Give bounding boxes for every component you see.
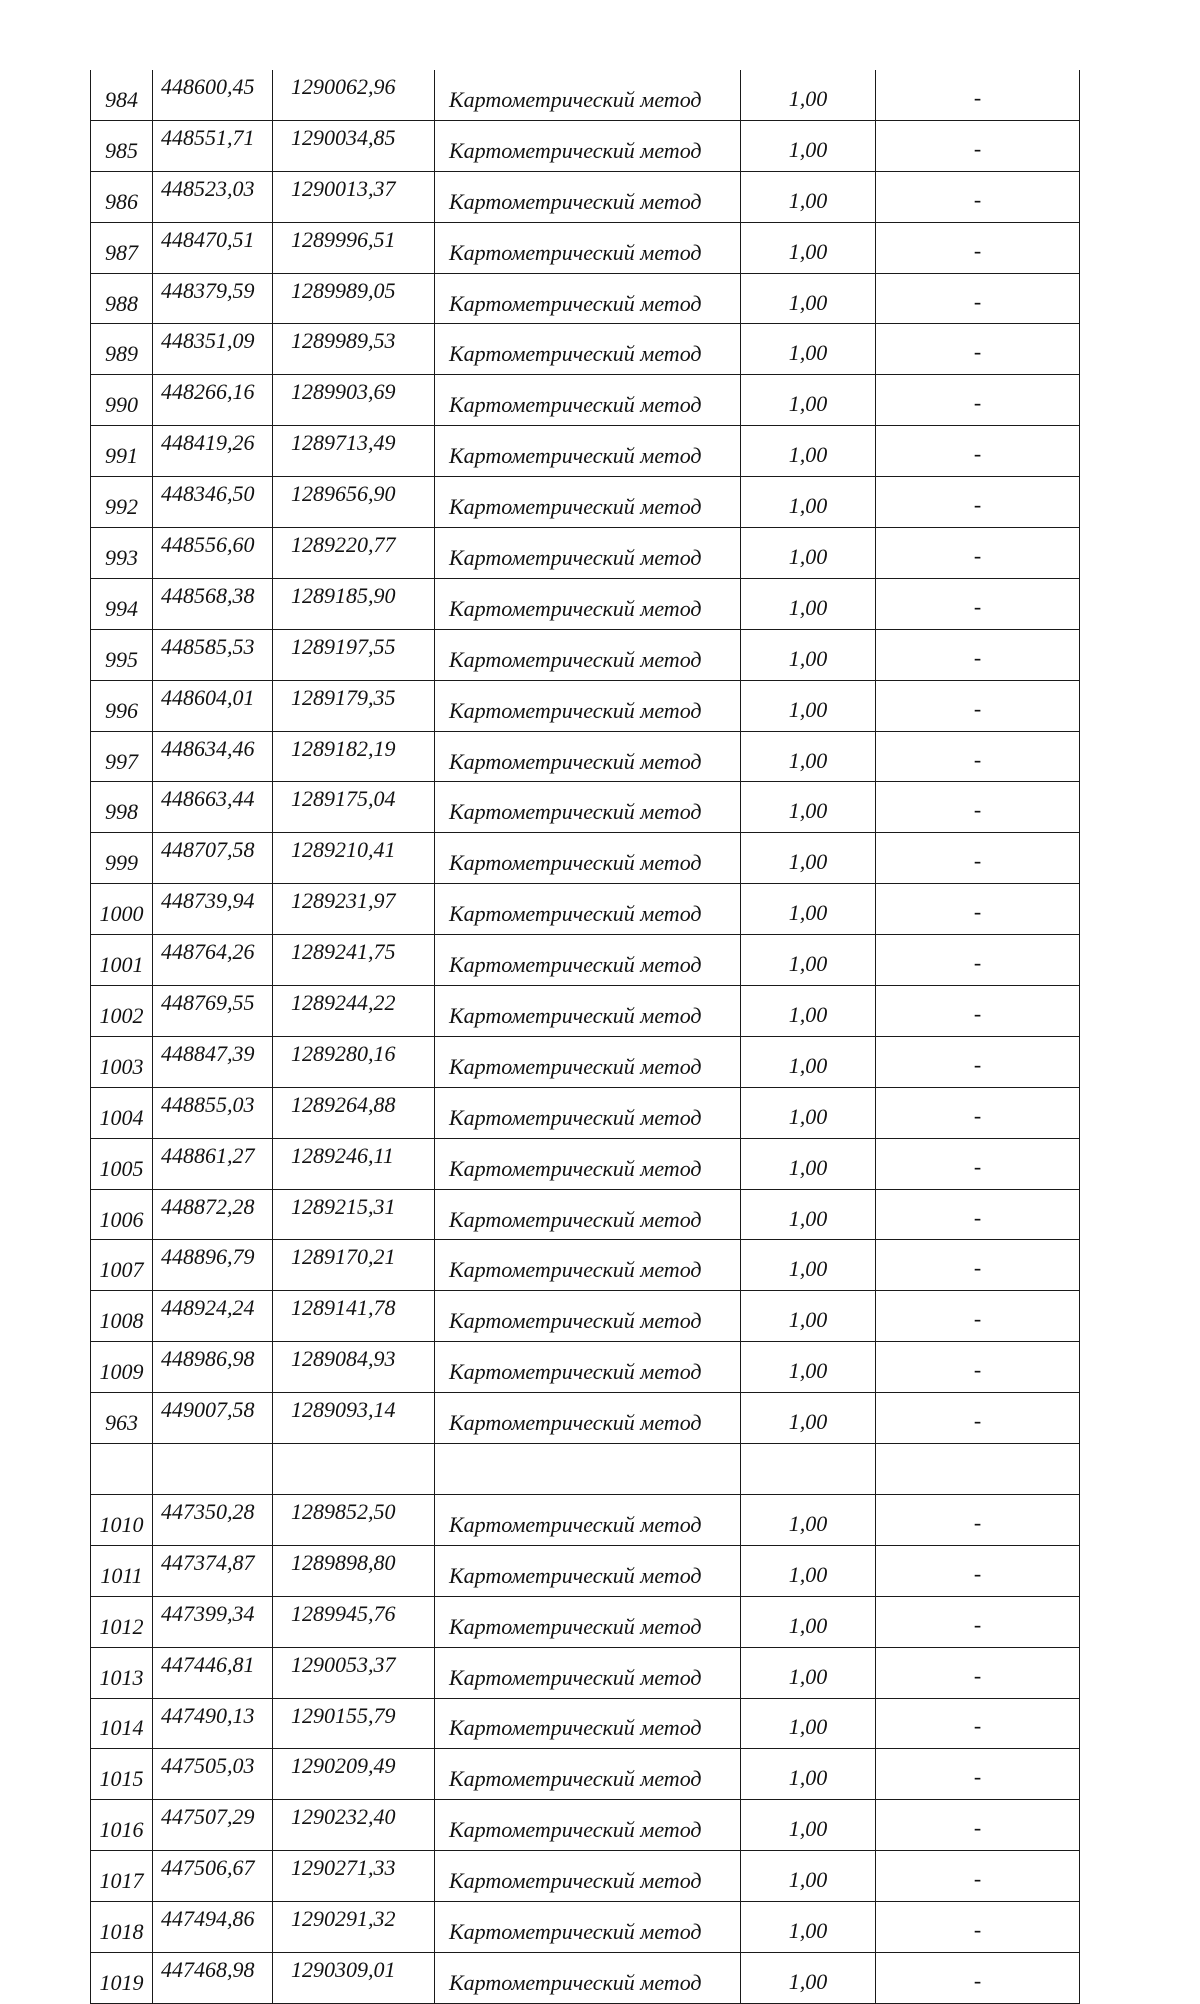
y-coordinate-cell: 1289903,69 (273, 375, 435, 426)
table-row (91, 731, 1080, 782)
x-coordinate-cell: 448896,79 (153, 1240, 273, 1291)
x-coordinate-cell: 448604,01 (153, 680, 273, 731)
y-coordinate-cell: 1289185,90 (273, 578, 435, 629)
method-cell: Картометрический метод (435, 986, 741, 1037)
accuracy-cell: 1,00 (741, 273, 876, 324)
method-cell: Картометрический метод (435, 1596, 741, 1647)
table-row (91, 629, 1080, 680)
description-cell: - (876, 426, 1080, 477)
method-cell: Картометрический метод (435, 426, 741, 477)
description-cell: - (876, 1749, 1080, 1800)
description-cell: - (876, 1036, 1080, 1087)
accuracy-cell: 1,00 (741, 1342, 876, 1393)
method-cell: Картометрический метод (435, 222, 741, 273)
table-row (91, 1342, 1080, 1393)
table-row (91, 1291, 1080, 1342)
x-coordinate-cell: 448551,71 (153, 120, 273, 171)
point-number-cell: 1004 (91, 1087, 153, 1138)
point-number-cell (91, 1444, 153, 1495)
point-number-cell: 998 (91, 782, 153, 833)
description-cell: - (876, 1087, 1080, 1138)
table-row (91, 528, 1080, 579)
point-number-cell: 1005 (91, 1138, 153, 1189)
y-coordinate-cell: 1289170,21 (273, 1240, 435, 1291)
accuracy-cell: 1,00 (741, 528, 876, 579)
x-coordinate-cell: 448600,45 (153, 70, 273, 120)
y-coordinate-cell: 1289989,53 (273, 324, 435, 375)
point-number-cell: 984 (91, 70, 153, 120)
description-cell: - (876, 629, 1080, 680)
table-row (91, 70, 1080, 120)
x-coordinate-cell: 448266,16 (153, 375, 273, 426)
point-number-cell: 993 (91, 528, 153, 579)
accuracy-cell: 1,00 (741, 1189, 876, 1240)
x-coordinate-cell: 447468,98 (153, 1952, 273, 2003)
point-number-cell: 1001 (91, 935, 153, 986)
point-number-cell: 995 (91, 629, 153, 680)
accuracy-cell: 1,00 (741, 1952, 876, 2003)
description-cell (876, 1444, 1080, 1495)
point-number-cell: 1000 (91, 884, 153, 935)
description-cell: - (876, 120, 1080, 171)
description-cell: - (876, 1647, 1080, 1698)
accuracy-cell: 1,00 (741, 1087, 876, 1138)
description-cell: - (876, 782, 1080, 833)
y-coordinate-cell: 1289264,88 (273, 1087, 435, 1138)
table-row (91, 1749, 1080, 1800)
table-row (91, 120, 1080, 171)
point-number-cell: 1018 (91, 1902, 153, 1953)
table-row (91, 1952, 1080, 2003)
x-coordinate-cell: 448855,03 (153, 1087, 273, 1138)
method-cell: Картометрический метод (435, 120, 741, 171)
accuracy-cell: 1,00 (741, 935, 876, 986)
x-coordinate-cell: 447446,81 (153, 1647, 273, 1698)
point-number-cell: 1019 (91, 1952, 153, 2003)
x-coordinate-cell: 448346,50 (153, 477, 273, 528)
x-coordinate-cell: 448585,53 (153, 629, 273, 680)
point-number-cell: 1007 (91, 1240, 153, 1291)
x-coordinate-cell: 448351,09 (153, 324, 273, 375)
y-coordinate-cell: 1290155,79 (273, 1698, 435, 1749)
x-coordinate-cell: 448634,46 (153, 731, 273, 782)
accuracy-cell: 1,00 (741, 1749, 876, 1800)
description-cell: - (876, 375, 1080, 426)
y-coordinate-cell: 1289093,14 (273, 1393, 435, 1444)
accuracy-cell: 1,00 (741, 1698, 876, 1749)
table-row (91, 1698, 1080, 1749)
y-coordinate-cell: 1290209,49 (273, 1749, 435, 1800)
accuracy-cell: 1,00 (741, 1138, 876, 1189)
x-coordinate-cell: 448470,51 (153, 222, 273, 273)
x-coordinate-cell: 447505,03 (153, 1749, 273, 1800)
table-row (91, 782, 1080, 833)
y-coordinate-cell: 1289175,04 (273, 782, 435, 833)
description-cell: - (876, 171, 1080, 222)
table-row (91, 680, 1080, 731)
point-number-cell: 1010 (91, 1494, 153, 1545)
x-coordinate-cell: 448663,44 (153, 782, 273, 833)
method-cell: Картометрический метод (435, 731, 741, 782)
x-coordinate-cell: 447350,28 (153, 1494, 273, 1545)
accuracy-cell: 1,00 (741, 833, 876, 884)
x-coordinate-cell: 448568,38 (153, 578, 273, 629)
table-row (91, 1087, 1080, 1138)
table-body (91, 70, 1080, 2003)
y-coordinate-cell: 1289989,05 (273, 273, 435, 324)
table-row (91, 1494, 1080, 1545)
table-row (91, 935, 1080, 986)
x-coordinate-cell: 447494,86 (153, 1902, 273, 1953)
y-coordinate-cell: 1289244,22 (273, 986, 435, 1037)
method-cell: Картометрический метод (435, 782, 741, 833)
x-coordinate-cell: 448861,27 (153, 1138, 273, 1189)
method-cell: Картометрический метод (435, 1138, 741, 1189)
y-coordinate-cell: 1289945,76 (273, 1596, 435, 1647)
x-coordinate-cell: 448764,26 (153, 935, 273, 986)
method-cell: Картометрический метод (435, 477, 741, 528)
point-number-cell: 999 (91, 833, 153, 884)
x-coordinate-cell: 448986,98 (153, 1342, 273, 1393)
method-cell: Картометрический метод (435, 273, 741, 324)
table-row (91, 1545, 1080, 1596)
description-cell: - (876, 680, 1080, 731)
method-cell: Картометрический метод (435, 1291, 741, 1342)
x-coordinate-cell: 448739,94 (153, 884, 273, 935)
description-cell: - (876, 578, 1080, 629)
y-coordinate-cell: 1290053,37 (273, 1647, 435, 1698)
x-coordinate-cell: 448847,39 (153, 1036, 273, 1087)
point-number-cell: 1015 (91, 1749, 153, 1800)
description-cell: - (876, 1240, 1080, 1291)
y-coordinate-cell: 1290062,96 (273, 70, 435, 120)
table-row (91, 222, 1080, 273)
method-cell: Картометрический метод (435, 1647, 741, 1698)
accuracy-cell: 1,00 (741, 1647, 876, 1698)
description-cell: - (876, 1952, 1080, 2003)
x-coordinate-cell: 447399,34 (153, 1596, 273, 1647)
accuracy-cell: 1,00 (741, 782, 876, 833)
description-cell: - (876, 273, 1080, 324)
point-number-cell: 987 (91, 222, 153, 273)
accuracy-cell: 1,00 (741, 884, 876, 935)
x-coordinate-cell: 448924,24 (153, 1291, 273, 1342)
point-number-cell: 1008 (91, 1291, 153, 1342)
accuracy-cell: 1,00 (741, 1851, 876, 1902)
accuracy-cell: 1,00 (741, 986, 876, 1037)
accuracy-cell: 1,00 (741, 680, 876, 731)
point-number-cell: 992 (91, 477, 153, 528)
accuracy-cell (741, 1444, 876, 1495)
method-cell: Картометрический метод (435, 935, 741, 986)
description-cell: - (876, 833, 1080, 884)
y-coordinate-cell: 1290034,85 (273, 120, 435, 171)
x-coordinate-cell: 447490,13 (153, 1698, 273, 1749)
x-coordinate-cell: 447374,87 (153, 1545, 273, 1596)
method-cell: Картометрический метод (435, 1393, 741, 1444)
description-cell: - (876, 1393, 1080, 1444)
y-coordinate-cell: 1289231,97 (273, 884, 435, 935)
method-cell (435, 1444, 741, 1495)
y-coordinate-cell: 1289197,55 (273, 629, 435, 680)
method-cell: Картометрический метод (435, 1342, 741, 1393)
table-row (91, 1902, 1080, 1953)
y-coordinate-cell: 1289182,19 (273, 731, 435, 782)
accuracy-cell: 1,00 (741, 324, 876, 375)
description-cell: - (876, 1596, 1080, 1647)
description-cell: - (876, 1545, 1080, 1596)
x-coordinate-cell: 448707,58 (153, 833, 273, 884)
accuracy-cell: 1,00 (741, 477, 876, 528)
y-coordinate-cell: 1289852,50 (273, 1494, 435, 1545)
table-row (91, 578, 1080, 629)
description-cell: - (876, 884, 1080, 935)
method-cell: Картометрический метод (435, 1749, 741, 1800)
description-cell: - (876, 731, 1080, 782)
point-number-cell: 985 (91, 120, 153, 171)
method-cell: Картометрический метод (435, 884, 741, 935)
accuracy-cell: 1,00 (741, 1800, 876, 1851)
point-number-cell: 1011 (91, 1545, 153, 1596)
y-coordinate-cell: 1289084,93 (273, 1342, 435, 1393)
y-coordinate-cell: 1289996,51 (273, 222, 435, 273)
table-row (91, 1240, 1080, 1291)
y-coordinate-cell (273, 1444, 435, 1495)
x-coordinate-cell: 448523,03 (153, 171, 273, 222)
y-coordinate-cell: 1290271,33 (273, 1851, 435, 1902)
table-row (91, 1647, 1080, 1698)
description-cell: - (876, 1851, 1080, 1902)
point-number-cell: 990 (91, 375, 153, 426)
description-cell: - (876, 1189, 1080, 1240)
table-row (91, 1596, 1080, 1647)
y-coordinate-cell: 1290013,37 (273, 171, 435, 222)
coordinates-table (90, 70, 1080, 2004)
description-cell: - (876, 70, 1080, 120)
method-cell: Картометрический метод (435, 1698, 741, 1749)
table-row (91, 884, 1080, 935)
accuracy-cell: 1,00 (741, 171, 876, 222)
method-cell: Картометрический метод (435, 375, 741, 426)
description-cell: - (876, 477, 1080, 528)
table-row (91, 375, 1080, 426)
point-number-cell: 1009 (91, 1342, 153, 1393)
table-row (91, 273, 1080, 324)
accuracy-cell: 1,00 (741, 1494, 876, 1545)
y-coordinate-cell: 1289220,77 (273, 528, 435, 579)
table-row (91, 1851, 1080, 1902)
accuracy-cell: 1,00 (741, 1393, 876, 1444)
method-cell: Картометрический метод (435, 629, 741, 680)
x-coordinate-cell: 448556,60 (153, 528, 273, 579)
method-cell: Картометрический метод (435, 1851, 741, 1902)
y-coordinate-cell: 1290232,40 (273, 1800, 435, 1851)
point-number-cell: 1006 (91, 1189, 153, 1240)
point-number-cell: 996 (91, 680, 153, 731)
description-cell: - (876, 935, 1080, 986)
table-row (91, 171, 1080, 222)
accuracy-cell: 1,00 (741, 1036, 876, 1087)
point-number-cell: 997 (91, 731, 153, 782)
y-coordinate-cell: 1289179,35 (273, 680, 435, 731)
accuracy-cell: 1,00 (741, 1291, 876, 1342)
accuracy-cell: 1,00 (741, 1596, 876, 1647)
point-number-cell: 988 (91, 273, 153, 324)
method-cell: Картометрический метод (435, 1952, 741, 2003)
method-cell: Картометрический метод (435, 833, 741, 884)
x-coordinate-cell: 448379,59 (153, 273, 273, 324)
method-cell: Картометрический метод (435, 1545, 741, 1596)
y-coordinate-cell: 1289280,16 (273, 1036, 435, 1087)
table-row (91, 477, 1080, 528)
y-coordinate-cell: 1289246,11 (273, 1138, 435, 1189)
y-coordinate-cell: 1289656,90 (273, 477, 435, 528)
x-coordinate-cell: 447506,67 (153, 1851, 273, 1902)
description-cell: - (876, 1800, 1080, 1851)
accuracy-cell: 1,00 (741, 731, 876, 782)
y-coordinate-cell: 1289210,41 (273, 833, 435, 884)
method-cell: Картометрический метод (435, 1800, 741, 1851)
accuracy-cell: 1,00 (741, 222, 876, 273)
accuracy-cell: 1,00 (741, 70, 876, 120)
point-number-cell: 1017 (91, 1851, 153, 1902)
accuracy-cell: 1,00 (741, 629, 876, 680)
description-cell: - (876, 222, 1080, 273)
method-cell: Картометрический метод (435, 1087, 741, 1138)
method-cell: Картометрический метод (435, 1189, 741, 1240)
x-coordinate-cell (153, 1444, 273, 1495)
accuracy-cell: 1,00 (741, 120, 876, 171)
y-coordinate-cell: 1289713,49 (273, 426, 435, 477)
x-coordinate-cell: 449007,58 (153, 1393, 273, 1444)
x-coordinate-cell: 448769,55 (153, 986, 273, 1037)
table-row (91, 1800, 1080, 1851)
table-row (91, 1138, 1080, 1189)
description-cell: - (876, 324, 1080, 375)
y-coordinate-cell: 1290309,01 (273, 1952, 435, 2003)
x-coordinate-cell: 448872,28 (153, 1189, 273, 1240)
point-number-cell: 1002 (91, 986, 153, 1037)
description-cell: - (876, 528, 1080, 579)
description-cell: - (876, 986, 1080, 1037)
accuracy-cell: 1,00 (741, 375, 876, 426)
point-number-cell: 994 (91, 578, 153, 629)
method-cell: Картометрический метод (435, 680, 741, 731)
method-cell: Картометрический метод (435, 1494, 741, 1545)
y-coordinate-cell: 1289141,78 (273, 1291, 435, 1342)
table-row (91, 1189, 1080, 1240)
table-row (91, 1393, 1080, 1444)
description-cell: - (876, 1698, 1080, 1749)
method-cell: Картометрический метод (435, 528, 741, 579)
point-number-cell: 1016 (91, 1800, 153, 1851)
y-coordinate-cell: 1289898,80 (273, 1545, 435, 1596)
method-cell: Картометрический метод (435, 1902, 741, 1953)
point-number-cell: 1003 (91, 1036, 153, 1087)
table-row (91, 1036, 1080, 1087)
method-cell: Картометрический метод (435, 171, 741, 222)
description-cell: - (876, 1494, 1080, 1545)
method-cell: Картометрический метод (435, 578, 741, 629)
accuracy-cell: 1,00 (741, 1902, 876, 1953)
method-cell: Картометрический метод (435, 1240, 741, 1291)
table-row (91, 426, 1080, 477)
description-cell: - (876, 1138, 1080, 1189)
accuracy-cell: 1,00 (741, 578, 876, 629)
table-row (91, 324, 1080, 375)
table-row (91, 833, 1080, 884)
y-coordinate-cell: 1289215,31 (273, 1189, 435, 1240)
accuracy-cell: 1,00 (741, 1545, 876, 1596)
description-cell: - (876, 1902, 1080, 1953)
accuracy-cell: 1,00 (741, 1240, 876, 1291)
x-coordinate-cell: 448419,26 (153, 426, 273, 477)
point-number-cell: 991 (91, 426, 153, 477)
y-coordinate-cell: 1290291,32 (273, 1902, 435, 1953)
point-number-cell: 1014 (91, 1698, 153, 1749)
point-number-cell: 986 (91, 171, 153, 222)
x-coordinate-cell: 447507,29 (153, 1800, 273, 1851)
accuracy-cell: 1,00 (741, 426, 876, 477)
point-number-cell: 989 (91, 324, 153, 375)
table-row-empty (91, 1444, 1080, 1495)
method-cell: Картометрический метод (435, 70, 741, 120)
point-number-cell: 963 (91, 1393, 153, 1444)
point-number-cell: 1012 (91, 1596, 153, 1647)
description-cell: - (876, 1342, 1080, 1393)
method-cell: Картометрический метод (435, 1036, 741, 1087)
method-cell: Картометрический метод (435, 324, 741, 375)
table-row (91, 986, 1080, 1037)
point-number-cell: 1013 (91, 1647, 153, 1698)
description-cell: - (876, 1291, 1080, 1342)
y-coordinate-cell: 1289241,75 (273, 935, 435, 986)
